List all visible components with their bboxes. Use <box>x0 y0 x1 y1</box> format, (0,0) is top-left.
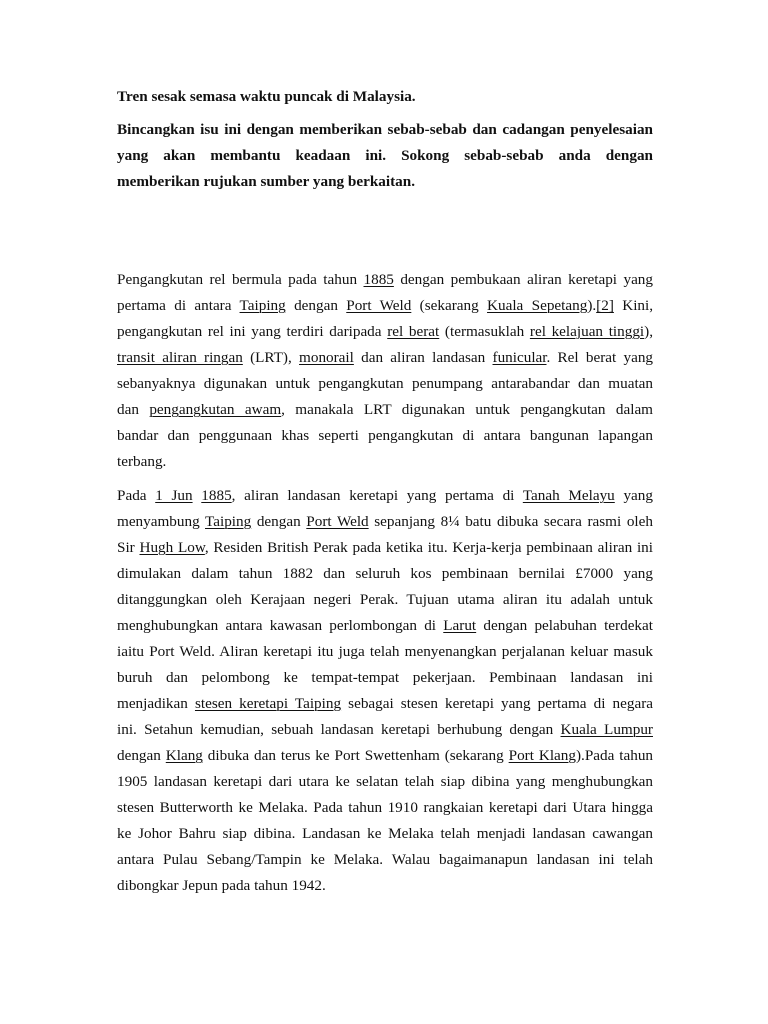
paragraph-line: buruh dan pelombong ke tempat-tempat pekerjaan. Pembinaan landasan ini <box>117 669 653 686</box>
paragraph-line: dimulakan dalam tahun 1882 dan seluruh kos pembinaan bernilai £7000 yang <box>117 565 653 582</box>
paragraph-line: sebanyaknya digunakan untuk pengangkutan penumpang antarabandar dan muatan <box>117 375 653 392</box>
link-reference-2[interactable]: [2] <box>596 297 614 314</box>
link-taiping[interactable]: Taiping <box>205 513 252 530</box>
paragraph-line: ke Johor Bahru siap dibina. Landasan ke Melaka telah menjadi landasan cawangan <box>117 825 653 842</box>
text-run: dengan <box>285 297 347 314</box>
paragraph-line: bandar dan penggunaan khas seperti pengangkutan di antara bangunan lapangan <box>117 427 653 444</box>
paragraph-line: ditanggungkan oleh Kerajaan negeri Perak. Tujuan utama aliran itu adalah untuk <box>117 591 653 608</box>
link-port-weld[interactable]: Port Weld <box>346 297 412 314</box>
paragraph-line <box>117 397 653 423</box>
paragraph-line <box>117 483 653 509</box>
text-run: dengan pembukaan aliran keretapi yang <box>393 271 653 288</box>
text-run: menjadikan <box>117 695 195 712</box>
paragraph-line: stesen Butterworth ke Melaka. Pada tahun 1910 rangkaian keretapi dari Utara hingga <box>117 799 653 816</box>
text-run: Pengangkutan rel bermula pada tahun <box>117 271 364 288</box>
text-run: pengangkutan rel ini yang terdiri daripada <box>117 323 388 340</box>
link-transit-aliran-ringan[interactable]: transit aliran ringan <box>117 349 243 366</box>
text-run: (termasuklah <box>439 323 530 340</box>
text-run: , aliran landasan keretapi yang pertama di <box>231 487 523 504</box>
text-run: dengan <box>117 747 166 764</box>
text-run: yang <box>614 487 653 504</box>
paragraph-line <box>117 267 653 293</box>
text-run: dan <box>117 401 150 418</box>
text-run: pertama di antara <box>117 297 240 314</box>
text-run: (LRT), <box>242 349 300 366</box>
question-line: Bincangkan isu ini dengan memberikan sebab-sebab dan cadangan penyelesaian <box>117 121 653 138</box>
text-run: , Residen British Perak pada ketika itu. Kerja-kerja pembinaan aliran ini <box>204 539 653 556</box>
link-1-jun[interactable]: 1 Jun <box>155 487 193 504</box>
paragraph-line: dibongkar Jepun pada tahun 1942. <box>117 877 326 894</box>
text-run: Pada <box>117 487 156 504</box>
title-text: Tren sesak semasa waktu puncak di Malaysia. <box>117 88 416 105</box>
paragraph-line <box>117 509 653 535</box>
paragraph-line: antara Pulau Sebang/Tampin ke Melaka. Walau bagaimanapun landasan ini telah <box>117 851 653 868</box>
link-larut[interactable]: Larut <box>443 617 477 634</box>
link-taiping[interactable]: Taiping <box>239 297 286 314</box>
link-kuala-sepetang[interactable]: Kuala Sepetang <box>487 297 588 314</box>
paragraph-line <box>117 717 653 743</box>
text-run: dibuka dan terus ke Port Swettenham (sekarang <box>202 747 509 764</box>
text-run <box>193 487 202 504</box>
text-run: , manakala LRT digunakan untuk pengangkutan dalam <box>281 401 653 418</box>
link-funicular[interactable]: funicular <box>492 349 547 366</box>
text-run: ).Pada tahun <box>575 747 654 764</box>
link-rel-kelajuan-tinggi[interactable]: rel kelajuan tinggi <box>529 323 645 340</box>
link-1885[interactable]: 1885 <box>201 487 232 504</box>
text-run: dengan pelabuhan terdekat <box>476 617 653 634</box>
paragraph-line <box>117 535 653 561</box>
link-monorail[interactable]: monorail <box>299 349 354 366</box>
paragraph-line <box>117 345 653 371</box>
link-kuala-lumpur[interactable]: Kuala Lumpur <box>560 721 653 738</box>
paragraph-line <box>117 743 653 769</box>
link-hugh-low[interactable]: Hugh Low <box>139 539 205 556</box>
link-port-klang[interactable]: Port Klang <box>508 747 576 764</box>
link-pengangkutan-awam[interactable]: pengangkutan awam <box>149 401 282 418</box>
paragraph-first-railway <box>117 483 653 899</box>
link-klang[interactable]: Klang <box>165 747 203 764</box>
question-paragraph <box>117 117 653 195</box>
text-run: dengan <box>251 513 307 530</box>
text-run: dan aliran landasan <box>353 349 493 366</box>
text-run: sepanjang 8¼ batu dibuka secara rasmi oleh <box>368 513 653 530</box>
paragraph-line: 1905 landasan keretapi dari utara ke selatan telah siap dibina yang menghubungkan <box>117 773 653 790</box>
text-run: ), <box>644 323 653 340</box>
link-rel-berat[interactable]: rel berat <box>387 323 440 340</box>
text-run: ). <box>587 297 597 314</box>
link-tanah-melayu[interactable]: Tanah Melayu <box>522 487 615 504</box>
document-title <box>117 84 653 110</box>
text-run: menyambung <box>117 513 206 530</box>
text-run: Kini, <box>613 297 654 314</box>
link-stesen-keretapi-taiping[interactable]: stesen keretapi Taiping <box>194 695 342 712</box>
paragraph-line: terbang. <box>117 453 167 470</box>
paragraph-line <box>117 613 653 639</box>
paragraph-line <box>117 293 653 319</box>
question-line: memberikan rujukan sumber yang berkaitan. <box>117 173 416 190</box>
text-run: sebagai stesen keretapi yang pertama di negara <box>341 695 653 712</box>
text-run: (sekarang <box>411 297 488 314</box>
text-run: . Rel berat yang <box>546 349 654 366</box>
text-run: ini. Setahun kemudian, sebuah landasan keretapi berhubung dengan <box>117 721 561 738</box>
link-port-weld[interactable]: Port Weld <box>306 513 369 530</box>
question-line: yang akan membantu keadaan ini. Sokong sebab-sebab anda dengan <box>117 147 653 164</box>
paragraph-line <box>117 691 653 717</box>
text-run: Sir <box>117 539 140 556</box>
paragraph-line <box>117 319 653 345</box>
paragraph-rail-history <box>117 267 653 475</box>
text-run: menghubungkan antara kawasan perlombongan di <box>117 617 444 634</box>
paragraph-line: iaitu Port Weld. Aliran keretapi itu juga telah menyenangkan perjalanan keluar masuk <box>117 643 653 660</box>
link-1885[interactable]: 1885 <box>363 271 394 288</box>
